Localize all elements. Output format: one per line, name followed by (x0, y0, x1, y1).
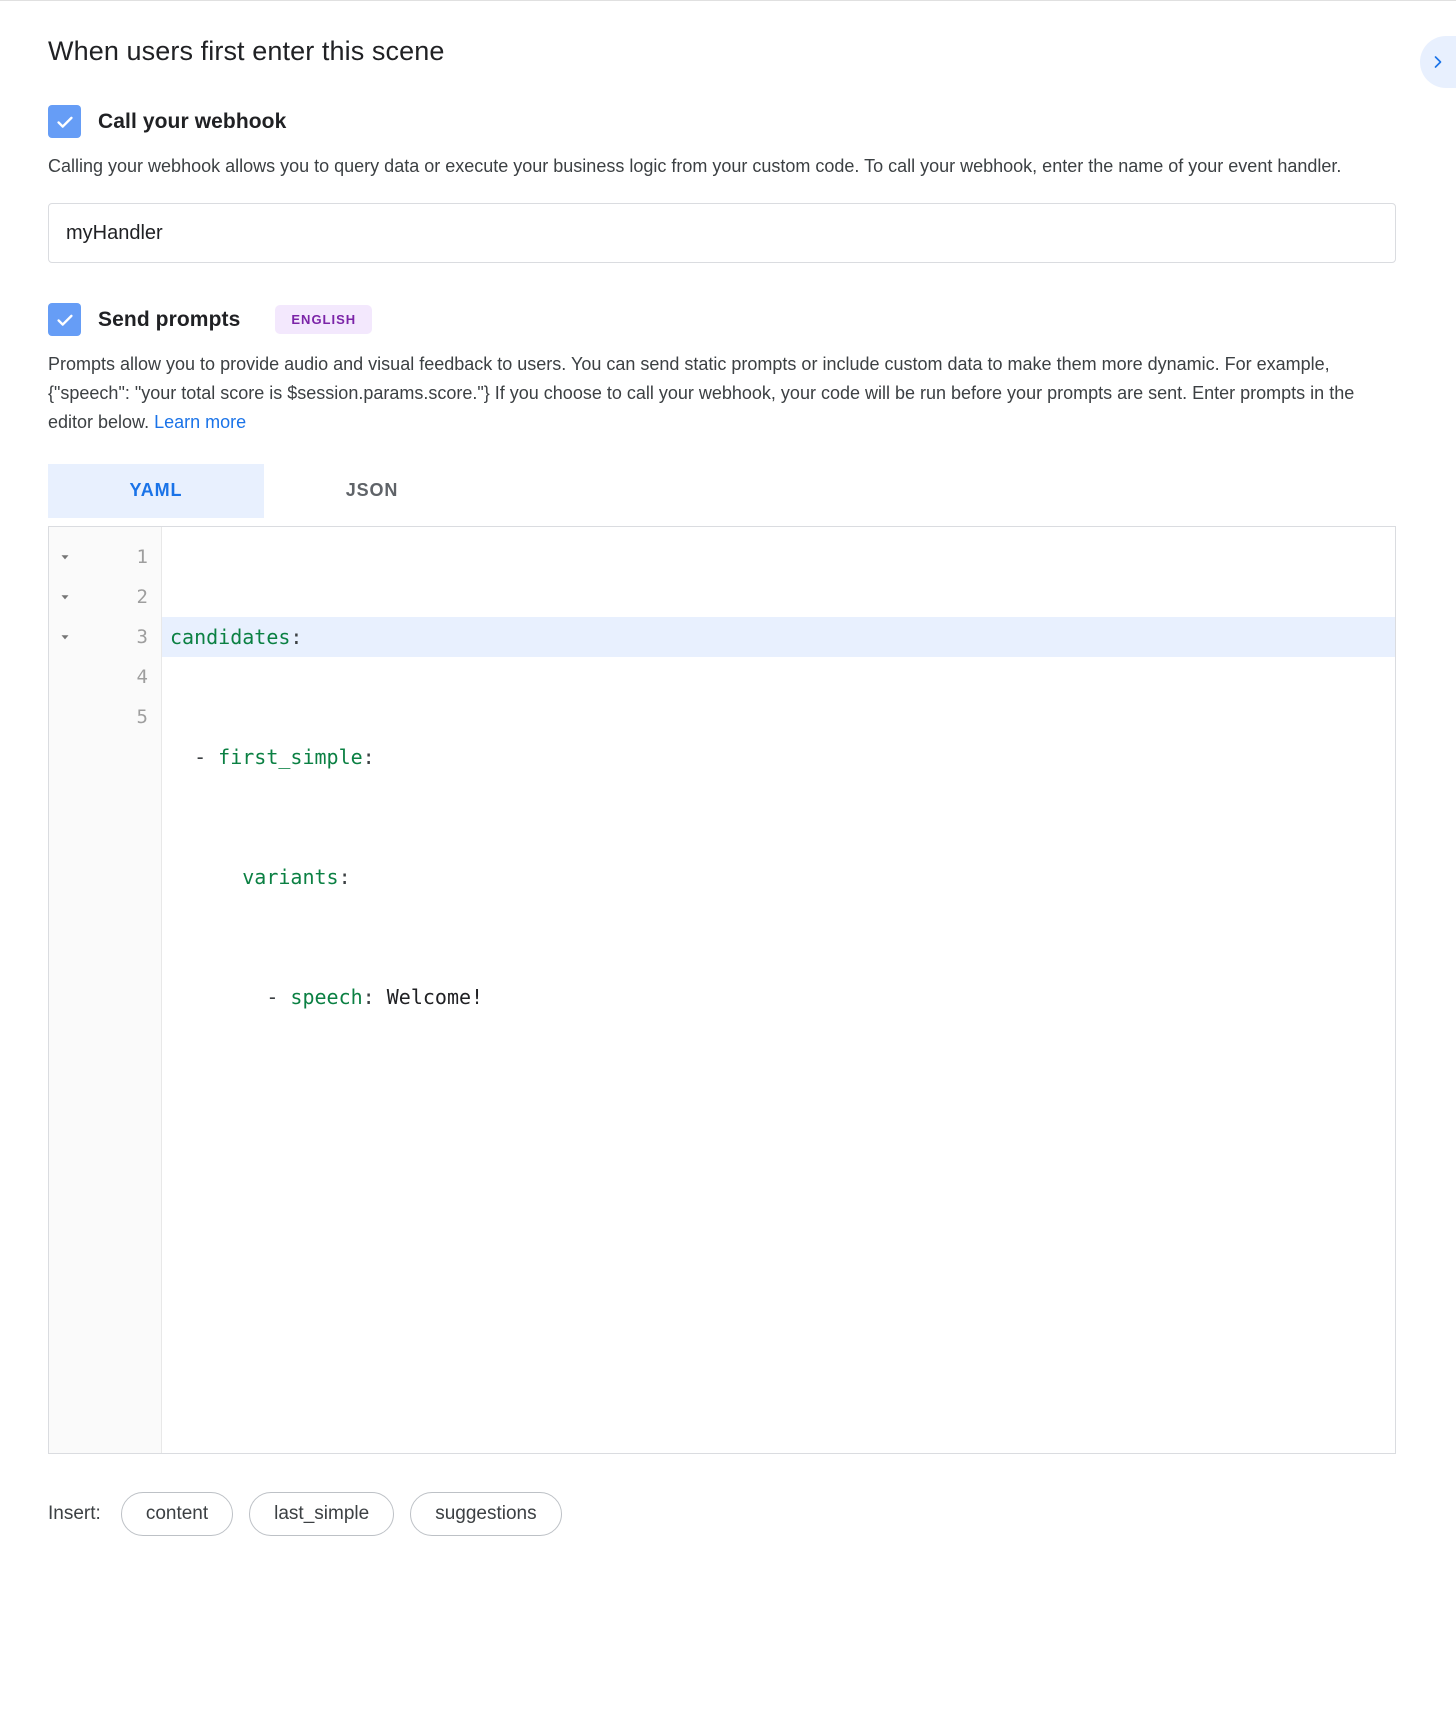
learn-more-link[interactable]: Learn more (154, 412, 247, 433)
code-line (162, 737, 1395, 777)
yaml-key: speech (290, 984, 363, 1009)
check-icon (54, 309, 76, 331)
line-number: 1 (136, 545, 148, 568)
gutter-line (49, 657, 161, 697)
webhook-checkbox-row[interactable] (48, 105, 1408, 138)
line-number: 4 (136, 665, 148, 688)
page-title: When users first enter this scene (48, 36, 445, 66)
language-badge: ENGLISH (275, 305, 372, 334)
tab-json[interactable]: JSON (264, 464, 480, 518)
insert-chips-row (48, 1492, 1408, 1566)
send-prompts-description (48, 350, 1393, 437)
fold-arrow-icon[interactable] (57, 629, 73, 645)
yaml-value: Welcome! (386, 984, 484, 1009)
code-line (162, 977, 1395, 1017)
send-prompts-description-text: Prompts allow you to provide audio and visual feedback to users. You can send static prompts or include custom data to make them more dynamic. For example, {"speech": "your total score is $session.params.score."} If you choose to call your webhook, your code will be run before your prompts are sent. Enter prompts in the editor below. (48, 354, 1355, 433)
event-handler-input[interactable] (48, 203, 1396, 263)
editor-format-tabs (48, 464, 1408, 518)
insert-chip-last-simple[interactable]: last_simple (249, 1492, 394, 1536)
webhook-checkbox[interactable] (48, 105, 81, 138)
line-number: 2 (136, 585, 148, 608)
gutter-line (49, 577, 161, 617)
yaml-key: candidates (170, 624, 291, 649)
webhook-label: Call your webhook (98, 109, 287, 133)
chevron-right-icon (1428, 52, 1448, 72)
expand-panel-button[interactable] (1420, 36, 1456, 88)
line-number: 3 (136, 625, 148, 648)
insert-chip-suggestions[interactable]: suggestions (410, 1492, 561, 1536)
tab-yaml[interactable]: YAML (48, 464, 264, 518)
insert-label: Insert: (48, 1502, 101, 1524)
yaml-key: first_simple (218, 744, 363, 769)
editor-gutter (49, 527, 162, 1453)
fold-arrow-icon[interactable] (57, 589, 73, 605)
line-number: 5 (136, 705, 148, 728)
fold-arrow-icon[interactable] (57, 549, 73, 565)
yaml-dash: - (170, 744, 219, 769)
editor-code-area[interactable] (162, 527, 1395, 1453)
code-line (162, 857, 1395, 897)
check-icon (54, 111, 76, 133)
yaml-key: variants (242, 864, 339, 889)
gutter-line (49, 697, 161, 737)
code-line (162, 617, 1395, 657)
gutter-line (49, 537, 161, 577)
send-prompts-checkbox-row[interactable] (48, 303, 1408, 336)
code-line (162, 1097, 1395, 1137)
yaml-indent (170, 865, 242, 889)
yaml-colon: : (362, 744, 375, 769)
yaml-colon: : (290, 624, 303, 649)
insert-chip-content[interactable]: content (121, 1492, 233, 1536)
send-prompts-label: Send prompts (98, 307, 241, 331)
webhook-description: Calling your webhook allows you to query data or execute your business logic from your custom code. To call your webhook, enter the name of your event handler. (48, 156, 1342, 176)
yaml-colon: : (362, 984, 387, 1009)
gutter-line (49, 617, 161, 657)
yaml-colon: : (338, 864, 351, 889)
yaml-dash: - (170, 984, 291, 1009)
prompt-code-editor[interactable] (48, 526, 1396, 1454)
send-prompts-checkbox[interactable] (48, 303, 81, 336)
